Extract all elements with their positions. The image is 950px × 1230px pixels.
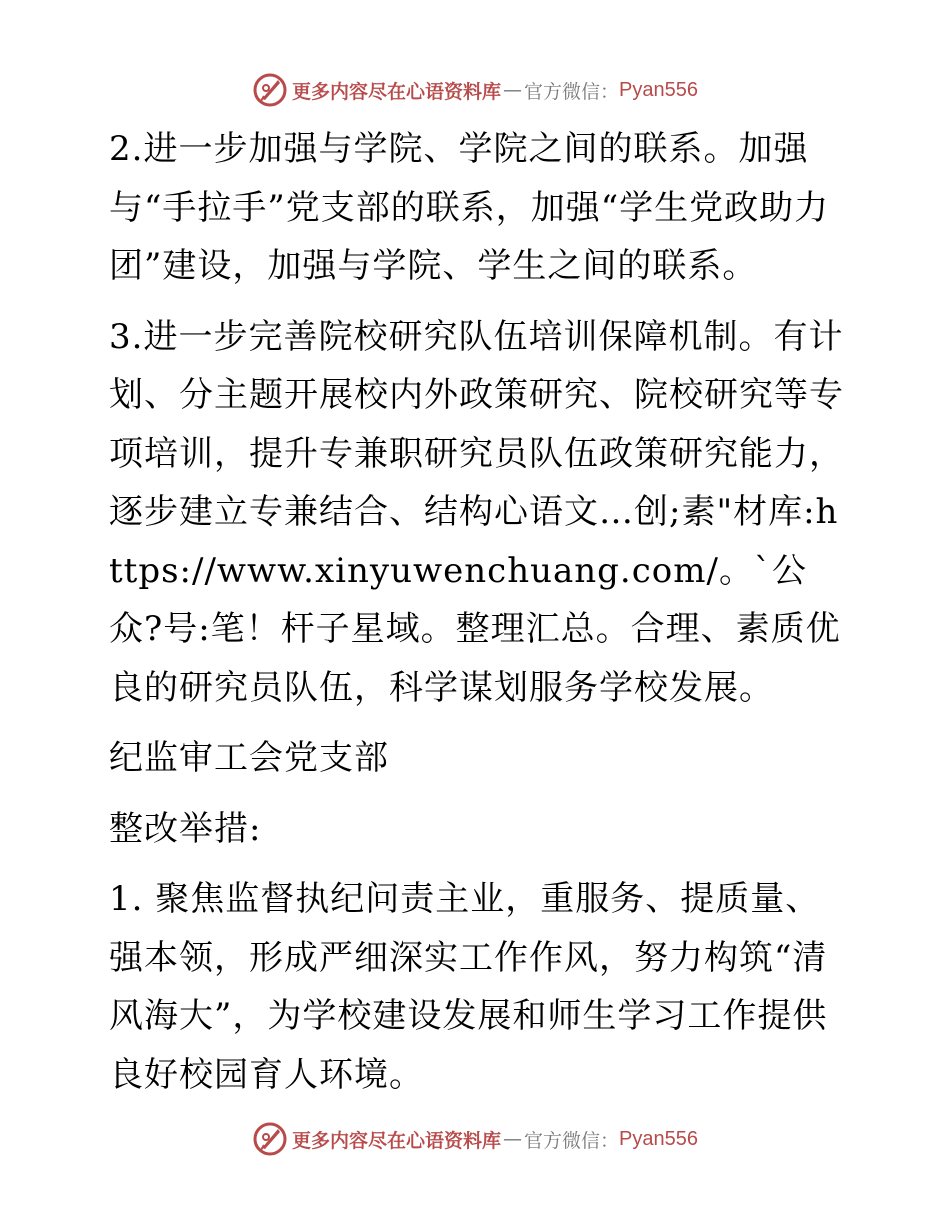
footer-banner	[0, 1119, 950, 1159]
quill-logo-icon	[252, 72, 288, 108]
subheading-measures: 整改举措:	[109, 808, 262, 849]
banner-separator: —	[503, 1128, 523, 1150]
banner-account: Pyan556	[619, 78, 698, 101]
banner-separator: —	[503, 79, 523, 101]
banner-wechat-label: 官方微信：	[524, 80, 620, 103]
banner-account: Pyan556	[619, 1127, 698, 1150]
paragraph-measure-1: 1. 聚焦监督执纪问责主业，重服务、提质量、强本领，形成严细深实工作作风，努力构筑“清风海大”，为学校建设发展和师生学习工作提供良好校园育人环境。	[109, 879, 828, 1095]
paragraph-2: 2.进一步加强与学院、学院之间的联系。加强与“手拉手”党支部的联系，加强“学生党政助力团”建设，加强与学院、学生之间的联系。	[109, 129, 830, 286]
header-banner	[0, 70, 950, 110]
section-heading: 纪监审工会党支部	[109, 738, 389, 778]
banner-promo-text: 更多内容尽在心语资料库	[292, 1129, 502, 1152]
banner-promo-text: 更多内容尽在心语资料库	[292, 80, 502, 103]
quill-logo-icon	[252, 1121, 288, 1157]
banner-wechat-label: 官方微信：	[524, 1129, 620, 1152]
document-body	[99, 120, 849, 1104]
paragraph-3: 3.进一步完善院校研究队伍培训保障机制。有计划、分主题开展校内外政策研究、院校研究等专项培训，提升专兼职研究员队伍政策研究能力，逐步建立专兼结合、结构心语文…创;素"材库:https://www.xinyuwenchuang.com/。`公众?号:笔！杆子星域。整理汇总。合理、素质优良的研究员队伍，科学谋划服务学校发展。	[109, 316, 844, 708]
